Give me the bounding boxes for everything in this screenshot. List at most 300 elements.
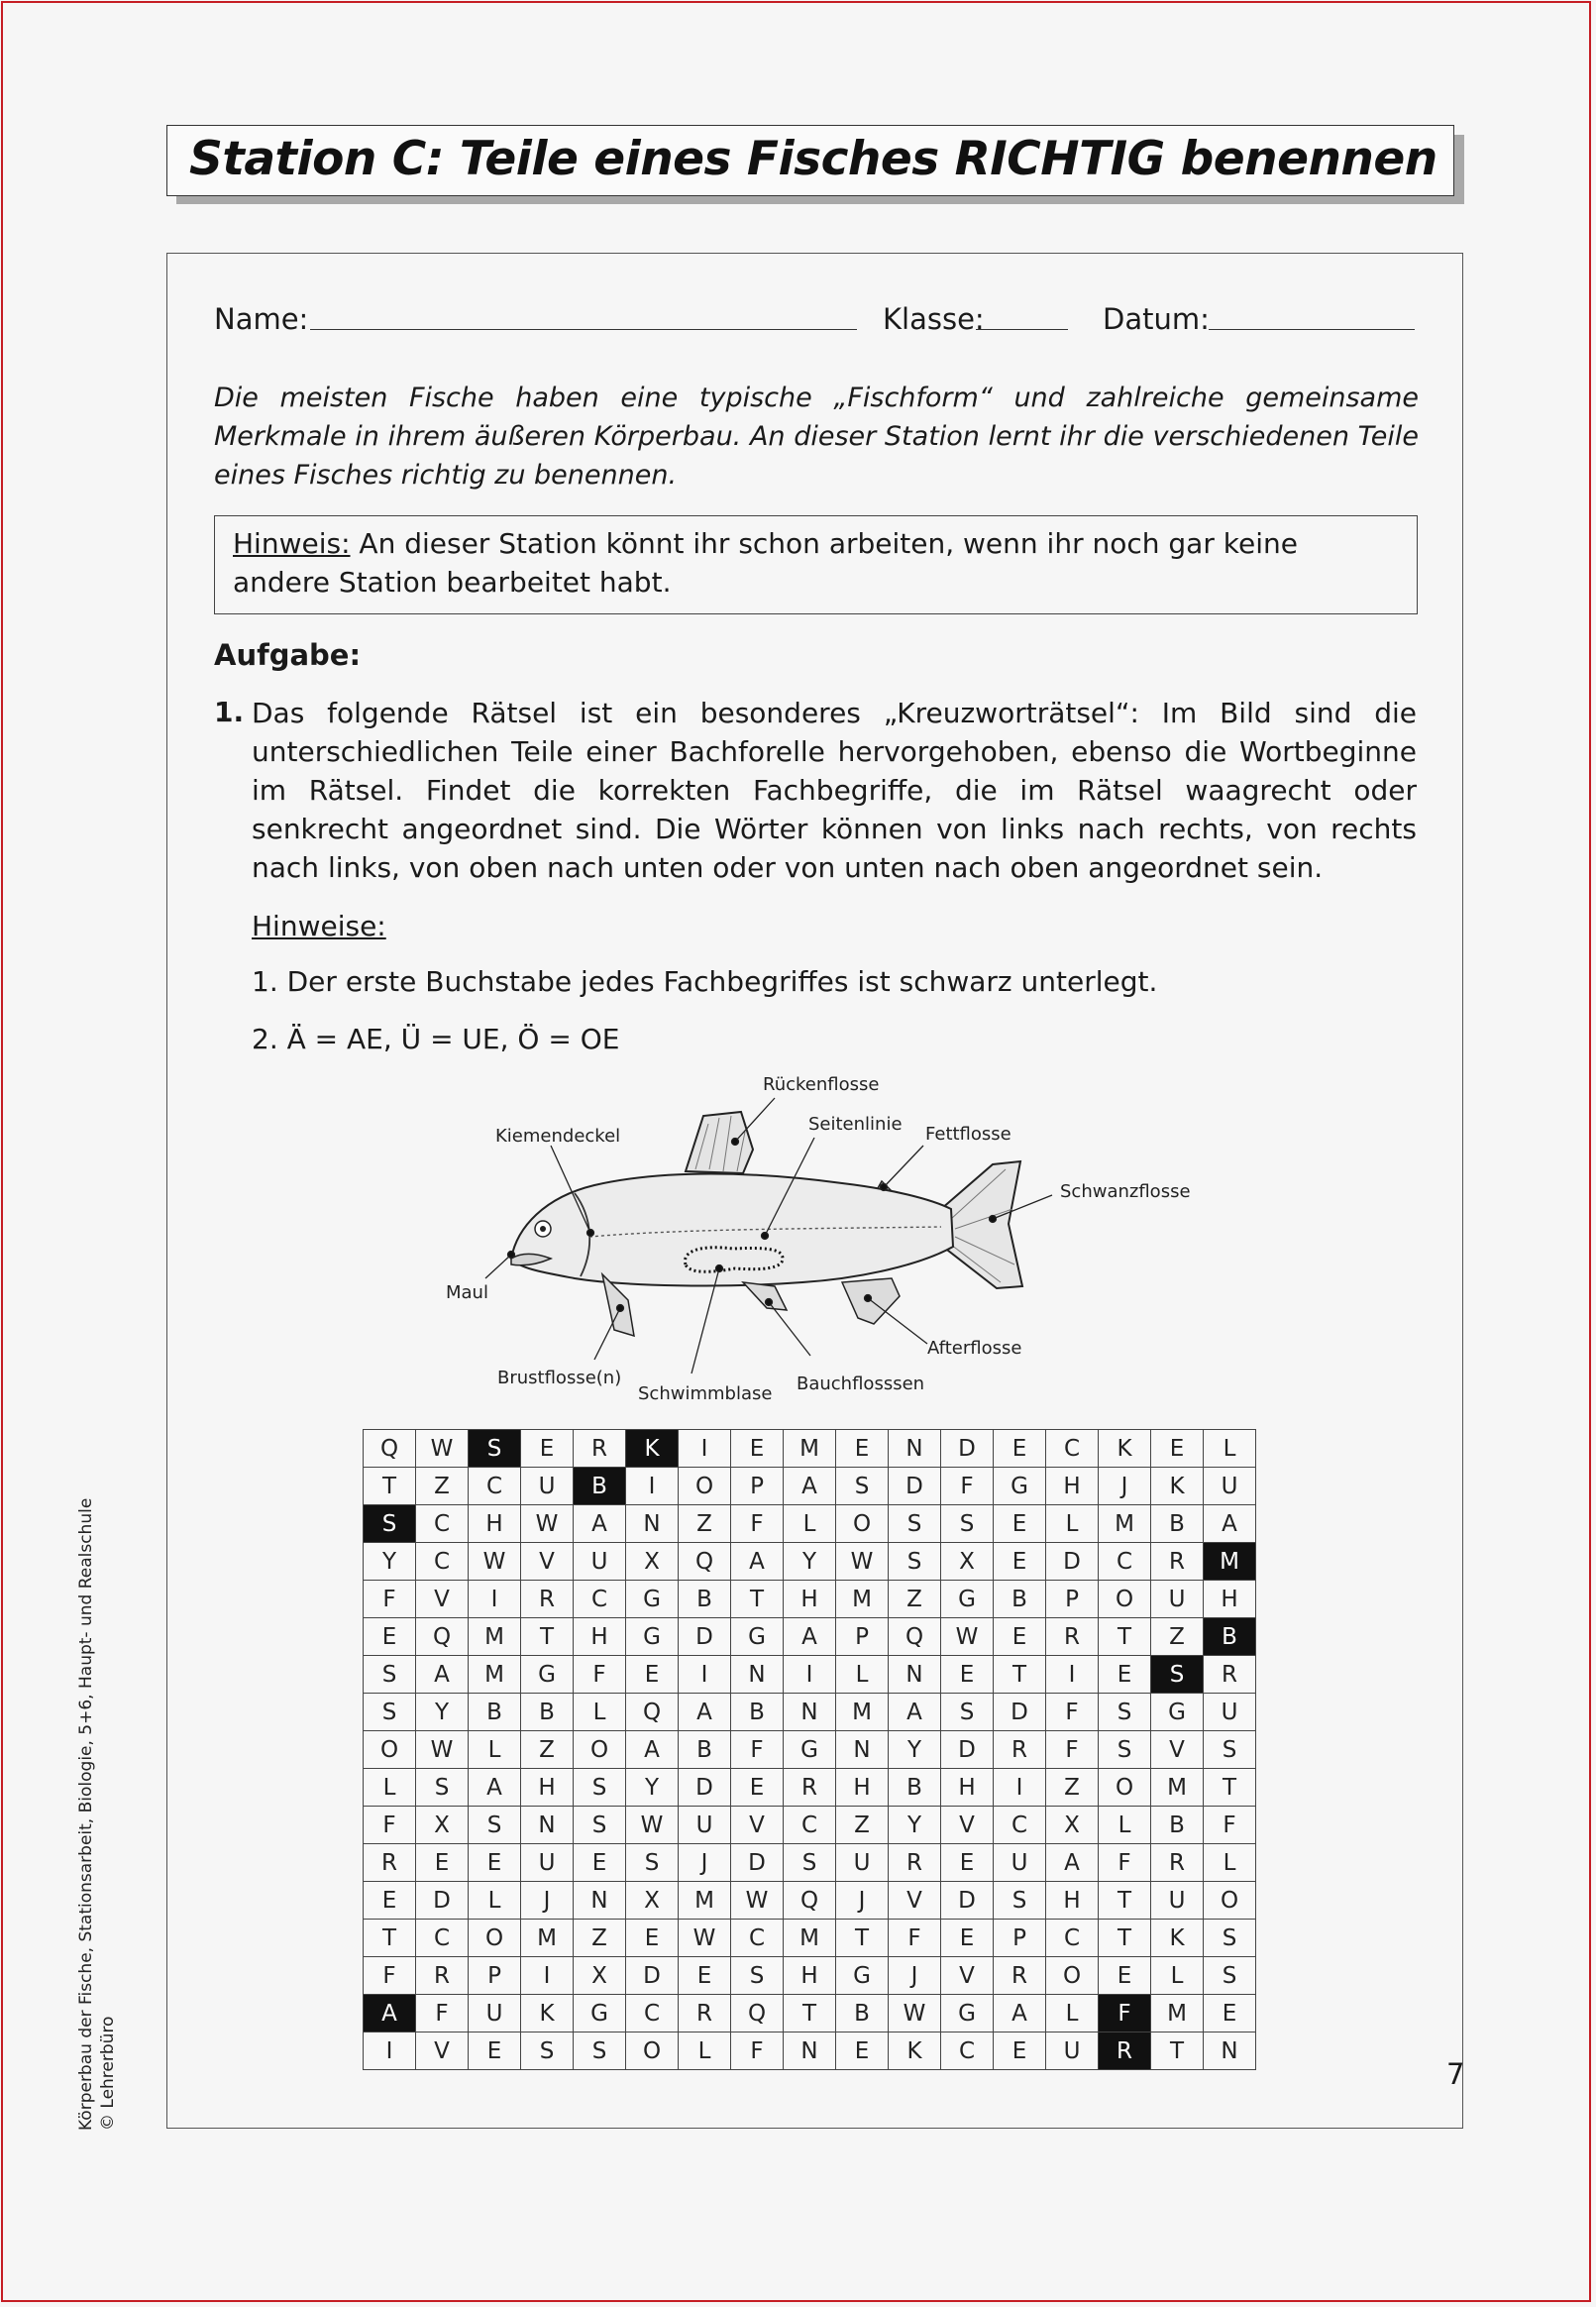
grid-cell: D (731, 1844, 784, 1882)
grid-cell: M (679, 1882, 731, 1920)
grid-cell: R (679, 1995, 731, 2032)
grid-cell: F (364, 1807, 416, 1844)
grid-row (364, 1882, 1256, 1920)
grid-cell: C (469, 1468, 521, 1505)
grid-cell: S (469, 1807, 521, 1844)
grid-cell: U (1151, 1882, 1204, 1920)
grid-cell: H (1046, 1468, 1099, 1505)
grid-cell: Z (679, 1505, 731, 1543)
grid-cell: I (679, 1430, 731, 1468)
grid-cell: U (1204, 1694, 1256, 1731)
grid-cell: P (1046, 1581, 1099, 1618)
title-box (166, 125, 1454, 196)
intro-text: Die meisten Fische haben eine typische „Fischform“ und zahlreiche gemeinsame Merkmale in ihrem äußeren Körperbau. An dieser Station lernt ihr die verschiedenen Teile eines Fisches richtig zu benennen. (214, 383, 1419, 491)
grid-row (364, 1731, 1256, 1769)
grid-cell: E (1099, 1957, 1151, 1995)
grid-cell: W (416, 1731, 469, 1769)
grid-cell: F (731, 1731, 784, 1769)
grid-cell: B (469, 1694, 521, 1731)
grid-cell: E (1099, 1656, 1151, 1694)
grid-cell: E (731, 1769, 784, 1807)
grid-cell: M (836, 1581, 889, 1618)
grid-row (364, 1957, 1256, 1995)
grid-cell: O (1046, 1957, 1099, 1995)
grid-cell: V (941, 1957, 994, 1995)
grid-cell: K (1151, 1920, 1204, 1957)
grid-cell: S (1204, 1731, 1256, 1769)
grid-cell: N (731, 1656, 784, 1694)
grid-cell: F (574, 1656, 626, 1694)
hint-label: Hinweis: (233, 527, 351, 560)
grid-cell: L (1099, 1807, 1151, 1844)
grid-cell: K (626, 1430, 679, 1468)
grid-cell: R (994, 1731, 1046, 1769)
grid-cell: S (1099, 1731, 1151, 1769)
grid-cell: B (574, 1468, 626, 1505)
grid-row (364, 1920, 1256, 1957)
fish-diagram (426, 1070, 1199, 1402)
label-fettflosse: Fettflosse (925, 1124, 1011, 1145)
grid-cell: F (364, 1957, 416, 1995)
grid-cell: W (469, 1543, 521, 1581)
grid-cell: N (1204, 2032, 1256, 2070)
grid-cell: B (679, 1581, 731, 1618)
grid-cell: U (1151, 1581, 1204, 1618)
page-number: 7 (1446, 2057, 1465, 2091)
grid-cell: V (731, 1807, 784, 1844)
grid-cell: G (574, 1995, 626, 2032)
grid-cell: Y (416, 1694, 469, 1731)
pelvic-fin-shape (743, 1282, 787, 1310)
grid-cell: P (836, 1618, 889, 1656)
grid-cell: X (941, 1543, 994, 1581)
label-rueckenflosse: Rückenflosse (763, 1074, 880, 1095)
task-heading: Aufgabe: (214, 638, 362, 672)
leader-bauchflossen (769, 1302, 810, 1356)
grid-cell: W (626, 1807, 679, 1844)
grid-cell: M (1151, 1769, 1204, 1807)
grid-cell: R (1204, 1656, 1256, 1694)
grid-cell: V (521, 1543, 574, 1581)
grid-cell: R (784, 1769, 836, 1807)
grid-cell: L (469, 1731, 521, 1769)
grid-cell: E (994, 1543, 1046, 1581)
grid-cell: T (1204, 1769, 1256, 1807)
grid-cell: E (994, 1430, 1046, 1468)
grid-row (364, 1505, 1256, 1543)
grid-cell: Z (416, 1468, 469, 1505)
grid-cell: S (574, 2032, 626, 2070)
grid-cell: E (1204, 1995, 1256, 2032)
grid-cell: E (1151, 1430, 1204, 1468)
grid-cell: A (1046, 1844, 1099, 1882)
label-afterflosse: Afterflosse (927, 1338, 1022, 1359)
grid-row (364, 1656, 1256, 1694)
grid-cell: C (626, 1995, 679, 2032)
grid-cell: B (889, 1769, 941, 1807)
grid-cell: K (889, 2032, 941, 2070)
grid-cell: N (836, 1731, 889, 1769)
grid-cell: H (574, 1618, 626, 1656)
dot-maul (508, 1252, 515, 1259)
grid-cell: A (574, 1505, 626, 1543)
grid-cell: Q (679, 1543, 731, 1581)
grid-cell: B (1204, 1618, 1256, 1656)
grid-cell: B (994, 1581, 1046, 1618)
grid-cell: E (994, 2032, 1046, 2070)
grid-cell: E (364, 1882, 416, 1920)
dot-fettflosse (881, 1184, 888, 1191)
grid-cell: S (1151, 1656, 1204, 1694)
grid-cell: M (1151, 1995, 1204, 2032)
grid-cell: E (469, 1844, 521, 1882)
grid-cell: Z (836, 1807, 889, 1844)
grid-cell: S (574, 1769, 626, 1807)
grid-cell: I (626, 1468, 679, 1505)
dot-schwanzflosse (990, 1216, 997, 1223)
label-brustflosse: Brustflosse(n) (497, 1368, 622, 1388)
grid-cell: T (1099, 1618, 1151, 1656)
grid-cell: E (836, 2032, 889, 2070)
grid-cell: X (626, 1882, 679, 1920)
grid-cell: M (784, 1430, 836, 1468)
grid-cell: S (889, 1505, 941, 1543)
grid-row (364, 1694, 1256, 1731)
grid-cell: S (941, 1505, 994, 1543)
task-text: Das folgende Rätsel ist ein besonderes „Kreuzworträtsel“: Im Bild sind die unterschiedlichen Teile einer Bachforelle hervorgehoben, ebenso die Wortbeginne im Rätsel. Findet die korrekten Fachbegriffe, die im Rätsel waagrecht oder senkrecht angeordnet sind. Die Wörter können von links nach rechts, von rechts nach links, von oben nach unten oder von unten nach oben angeordnet sein. (252, 697, 1417, 884)
grid-cell: S (574, 1807, 626, 1844)
grid-cell: U (574, 1543, 626, 1581)
grid-cell: D (889, 1468, 941, 1505)
grid-cell: K (521, 1995, 574, 2032)
grid-row (364, 1430, 1256, 1468)
grid-cell: S (364, 1656, 416, 1694)
grid-cell: T (784, 1995, 836, 2032)
grid-cell: W (679, 1920, 731, 1957)
grid-cell: H (469, 1505, 521, 1543)
grid-cell: S (836, 1468, 889, 1505)
grid-cell: L (1046, 1995, 1099, 2032)
label-schwanzflosse: Schwanzflosse (1060, 1181, 1191, 1202)
grid-cell: R (1151, 1844, 1204, 1882)
grid-cell: J (521, 1882, 574, 1920)
grid-cell: Q (784, 1882, 836, 1920)
grid-cell: B (836, 1995, 889, 2032)
klasse-field[interactable] (976, 329, 1068, 330)
grid-cell: F (1046, 1694, 1099, 1731)
grid-cell: L (469, 1882, 521, 1920)
grid-cell: T (1151, 2032, 1204, 2070)
grid-cell: W (416, 1430, 469, 1468)
grid-cell: E (941, 1844, 994, 1882)
hint-item-1: 1. Der erste Buchstabe jedes Fachbegriffes ist schwarz unterlegt. (252, 965, 1158, 998)
grid-cell: E (626, 1656, 679, 1694)
grid-cell: D (679, 1618, 731, 1656)
grid-cell: V (889, 1882, 941, 1920)
grid-cell: Q (626, 1694, 679, 1731)
grid-row (364, 1995, 1256, 2032)
grid-cell: N (626, 1505, 679, 1543)
grid-cell: K (1099, 1430, 1151, 1468)
task-number: 1. (214, 696, 245, 728)
grid-cell: W (836, 1543, 889, 1581)
grid-cell: I (994, 1769, 1046, 1807)
grid-cell: F (1099, 1844, 1151, 1882)
grid-cell: R (994, 1957, 1046, 1995)
grid-cell: F (889, 1920, 941, 1957)
hint-item-2: 2. Ä = AE, Ü = UE, Ö = OE (252, 1023, 620, 1055)
grid-cell: N (889, 1656, 941, 1694)
grid-cell: U (679, 1807, 731, 1844)
dot-brustflosse (617, 1305, 624, 1312)
grid-cell: G (731, 1618, 784, 1656)
grid-cell: O (679, 1468, 731, 1505)
grid-cell: B (1151, 1807, 1204, 1844)
grid-cell: V (941, 1807, 994, 1844)
grid-cell: O (836, 1505, 889, 1543)
label-seitenlinie: Seitenlinie (808, 1114, 903, 1135)
grid-cell: Z (574, 1920, 626, 1957)
label-schwimmblase: Schwimmblase (638, 1383, 773, 1402)
grid-cell: J (889, 1957, 941, 1995)
grid-cell: T (836, 1920, 889, 1957)
grid-cell: A (469, 1769, 521, 1807)
grid-cell: A (364, 1995, 416, 2032)
grid-cell: S (1099, 1694, 1151, 1731)
grid-cell: C (1046, 1920, 1099, 1957)
datum-field[interactable] (1209, 329, 1415, 330)
grid-cell: S (994, 1882, 1046, 1920)
grid-cell: F (731, 2032, 784, 2070)
dot-rueckenflosse (732, 1139, 739, 1146)
grid-row (364, 1581, 1256, 1618)
grid-cell: K (1151, 1468, 1204, 1505)
grid-cell: C (994, 1807, 1046, 1844)
grid-cell: T (731, 1581, 784, 1618)
grid-cell: E (731, 1430, 784, 1468)
datum-label: Datum: (1103, 302, 1210, 336)
grid-cell: U (994, 1844, 1046, 1882)
dot-schwimmblase (716, 1265, 723, 1272)
grid-cell: E (416, 1844, 469, 1882)
grid-row (364, 1807, 1256, 1844)
grid-cell: D (626, 1957, 679, 1995)
grid-cell: G (626, 1618, 679, 1656)
grid-cell: Z (521, 1731, 574, 1769)
grid-cell: C (416, 1543, 469, 1581)
grid-cell: D (941, 1882, 994, 1920)
grid-cell: G (521, 1656, 574, 1694)
grid-cell: O (574, 1731, 626, 1769)
grid-cell: O (469, 1920, 521, 1957)
grid-cell: L (1151, 1957, 1204, 1995)
grid-row (364, 1844, 1256, 1882)
grid-cell: R (364, 1844, 416, 1882)
grid-cell: I (784, 1656, 836, 1694)
grid-cell: S (731, 1957, 784, 1995)
side-credit-line-2: © Lehrerbüro (98, 2016, 118, 2131)
grid-cell: R (1046, 1618, 1099, 1656)
grid-cell: R (1151, 1543, 1204, 1581)
hints-heading: Hinweise: (252, 910, 386, 942)
grid-cell: S (784, 1844, 836, 1882)
grid-cell: E (574, 1844, 626, 1882)
grid-cell: B (1151, 1505, 1204, 1543)
grid-cell: D (941, 1731, 994, 1769)
grid-cell: Y (889, 1807, 941, 1844)
grid-cell: B (679, 1731, 731, 1769)
grid-cell: Q (889, 1618, 941, 1656)
grid-cell: B (731, 1694, 784, 1731)
grid-cell: H (1204, 1581, 1256, 1618)
grid-cell: Y (626, 1769, 679, 1807)
grid-row (364, 2032, 1256, 2070)
grid-cell: T (1099, 1920, 1151, 1957)
grid-cell: Z (889, 1581, 941, 1618)
grid-cell: H (521, 1769, 574, 1807)
grid-cell: I (364, 2032, 416, 2070)
grid-cell: J (679, 1844, 731, 1882)
dot-kiemendeckel (587, 1230, 594, 1237)
grid-cell: U (836, 1844, 889, 1882)
grid-cell: L (836, 1656, 889, 1694)
grid-cell: F (941, 1468, 994, 1505)
grid-cell: A (994, 1995, 1046, 2032)
grid-cell: Z (1046, 1769, 1099, 1807)
grid-cell: G (941, 1581, 994, 1618)
hint-text: An dieser Station könnt ihr schon arbeiten, wenn ihr noch gar keine andere Station bearbeitet habt. (233, 527, 1298, 599)
grid-cell: H (1046, 1882, 1099, 1920)
grid-cell: T (521, 1618, 574, 1656)
grid-cell: U (521, 1468, 574, 1505)
grid-cell: E (836, 1430, 889, 1468)
grid-cell: G (784, 1731, 836, 1769)
grid-cell: I (521, 1957, 574, 1995)
grid-cell: T (364, 1468, 416, 1505)
grid-cell: U (1204, 1468, 1256, 1505)
grid-cell: O (626, 2032, 679, 2070)
grid-cell: I (679, 1656, 731, 1694)
grid-cell: F (1046, 1731, 1099, 1769)
grid-cell: L (784, 1505, 836, 1543)
grid-cell: Y (364, 1543, 416, 1581)
grid-cell: U (469, 1995, 521, 2032)
grid-cell: M (1204, 1543, 1256, 1581)
grid-cell: R (416, 1957, 469, 1995)
grid-cell: A (784, 1618, 836, 1656)
grid-row (364, 1468, 1256, 1505)
grid-cell: F (416, 1995, 469, 2032)
grid-cell: C (731, 1920, 784, 1957)
grid-cell: E (469, 2032, 521, 2070)
grid-cell: T (364, 1920, 416, 1957)
grid-cell: A (626, 1731, 679, 1769)
grid-cell: C (1046, 1430, 1099, 1468)
grid-cell: E (941, 1656, 994, 1694)
grid-cell: S (1204, 1957, 1256, 1995)
grid-cell: O (364, 1731, 416, 1769)
grid-cell: O (1099, 1581, 1151, 1618)
grid-cell: M (521, 1920, 574, 1957)
grid-cell: X (416, 1807, 469, 1844)
grid-cell: L (364, 1769, 416, 1807)
grid-cell: O (1099, 1769, 1151, 1807)
grid-cell: F (364, 1581, 416, 1618)
klasse-label: Klasse: (883, 302, 985, 336)
grid-cell: A (679, 1694, 731, 1731)
grid-cell: M (784, 1920, 836, 1957)
name-field[interactable] (310, 329, 857, 330)
grid-cell: S (416, 1769, 469, 1807)
grid-cell: P (731, 1468, 784, 1505)
grid-cell: I (469, 1581, 521, 1618)
grid-cell: U (1046, 2032, 1099, 2070)
grid-cell: B (521, 1694, 574, 1731)
grid-cell: F (1204, 1807, 1256, 1844)
grid-cell: L (679, 2032, 731, 2070)
grid-cell: C (941, 2032, 994, 2070)
grid-cell: F (731, 1505, 784, 1543)
grid-cell: H (836, 1769, 889, 1807)
grid-cell: H (784, 1957, 836, 1995)
grid-cell: O (1204, 1882, 1256, 1920)
tail-fin-shape (941, 1161, 1022, 1288)
grid-cell: U (521, 1844, 574, 1882)
grid-cell: A (889, 1694, 941, 1731)
grid-cell: V (1151, 1731, 1204, 1769)
grid-cell: V (416, 2032, 469, 2070)
label-maul: Maul (446, 1282, 488, 1303)
grid-cell: N (889, 1430, 941, 1468)
grid-cell: G (626, 1581, 679, 1618)
hint-box (214, 515, 1418, 614)
grid-cell: H (784, 1581, 836, 1618)
grid-cell: P (994, 1920, 1046, 1957)
grid-cell: W (731, 1882, 784, 1920)
word-search-grid (363, 1429, 1256, 2070)
grid-row (364, 1618, 1256, 1656)
grid-cell: M (836, 1694, 889, 1731)
grid-cell: N (784, 2032, 836, 2070)
dot-afterflosse (865, 1295, 872, 1302)
grid-cell: S (941, 1694, 994, 1731)
grid-cell: S (626, 1844, 679, 1882)
side-credit-line-1: Körperbau der Fische, Stationsarbeit, Biologie, 5+6, Haupt- und Realschule (76, 1497, 96, 2131)
grid-cell: N (784, 1694, 836, 1731)
grid-cell: D (416, 1882, 469, 1920)
grid-cell: A (416, 1656, 469, 1694)
grid-cell: S (364, 1505, 416, 1543)
leader-maul (485, 1255, 511, 1278)
grid-row (364, 1543, 1256, 1581)
dot-bauchflossen (766, 1299, 773, 1306)
grid-cell: G (941, 1995, 994, 2032)
label-bauchflossen: Bauchflosssen (797, 1373, 925, 1394)
grid-cell: X (1046, 1807, 1099, 1844)
grid-cell: Q (364, 1430, 416, 1468)
grid-cell: D (941, 1430, 994, 1468)
grid-cell: Q (416, 1618, 469, 1656)
grid-cell: Q (731, 1995, 784, 2032)
grid-cell: S (364, 1694, 416, 1731)
grid-cell: A (784, 1468, 836, 1505)
leader-brustflosse (594, 1308, 620, 1360)
grid-cell: E (679, 1957, 731, 1995)
grid-cell: J (1099, 1468, 1151, 1505)
grid-cell: R (1099, 2032, 1151, 2070)
side-credit (75, 1498, 119, 2131)
grid-cell: P (469, 1957, 521, 1995)
